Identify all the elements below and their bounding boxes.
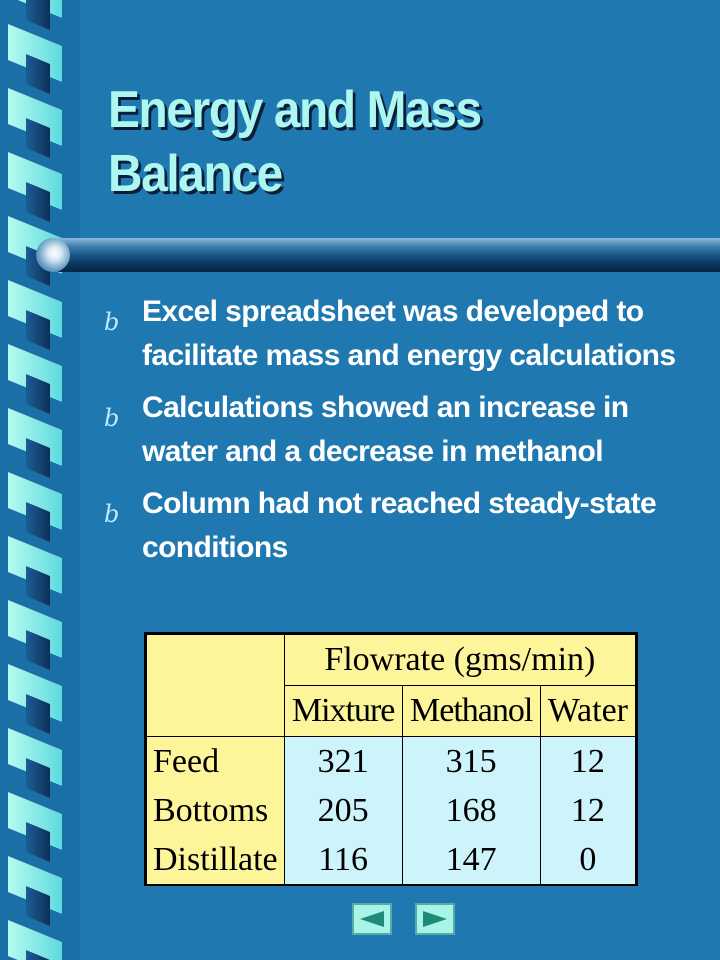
table-cell: 0 bbox=[540, 835, 635, 884]
bullet-icon: b bbox=[104, 500, 119, 528]
bullet-icon: b bbox=[104, 404, 119, 432]
table-cell: 168 bbox=[402, 786, 540, 835]
table-row bbox=[147, 737, 636, 787]
bullet-text: Column had not reached steady-state conditions bbox=[142, 487, 657, 564]
table-group-header: Flowrate (gms/min) bbox=[284, 635, 635, 686]
table-cell: 315 bbox=[402, 737, 540, 787]
decorative-ribbon bbox=[0, 0, 80, 960]
triangle-left-icon bbox=[358, 909, 386, 929]
table-row bbox=[147, 786, 636, 835]
bullet-item bbox=[104, 290, 704, 378]
ribbon-graphic bbox=[0, 0, 80, 960]
row-label-bottoms: Bottoms bbox=[147, 786, 285, 835]
table-cell: 321 bbox=[284, 737, 402, 787]
divider-cap bbox=[36, 238, 70, 272]
table-cell: 12 bbox=[540, 737, 635, 787]
previous-slide-button[interactable] bbox=[352, 903, 392, 935]
ribbon-shadow bbox=[26, 0, 50, 30]
table-row bbox=[147, 835, 636, 884]
bullet-item bbox=[104, 482, 704, 570]
bullet-list bbox=[104, 290, 704, 578]
flowrate-table bbox=[144, 632, 638, 886]
flowrate-table-grid bbox=[146, 634, 636, 884]
table-cell: 116 bbox=[284, 835, 402, 884]
next-slide-button[interactable] bbox=[415, 903, 455, 935]
table-cell: 205 bbox=[284, 786, 402, 835]
title-divider-bar bbox=[44, 238, 720, 272]
bullet-text: Excel spreadsheet was developed to facilitate mass and energy calculations bbox=[142, 295, 676, 372]
column-header-methanol: Methanol bbox=[402, 686, 540, 737]
bullet-icon: b bbox=[104, 308, 119, 336]
row-label-distillate: Distillate bbox=[147, 835, 285, 884]
row-label-feed: Feed bbox=[147, 737, 285, 787]
table-cell: 12 bbox=[540, 786, 635, 835]
bullet-item bbox=[104, 386, 704, 474]
table-cell: 147 bbox=[402, 835, 540, 884]
bullet-text: Calculations showed an increase in water and a decrease in methanol bbox=[142, 391, 629, 468]
column-header-mixture: Mixture bbox=[284, 686, 402, 737]
table-corner-cell bbox=[147, 635, 285, 737]
column-header-water: Water bbox=[540, 686, 635, 737]
slide-title: Energy and Mass Balance bbox=[108, 81, 481, 203]
triangle-right-icon bbox=[421, 909, 449, 929]
